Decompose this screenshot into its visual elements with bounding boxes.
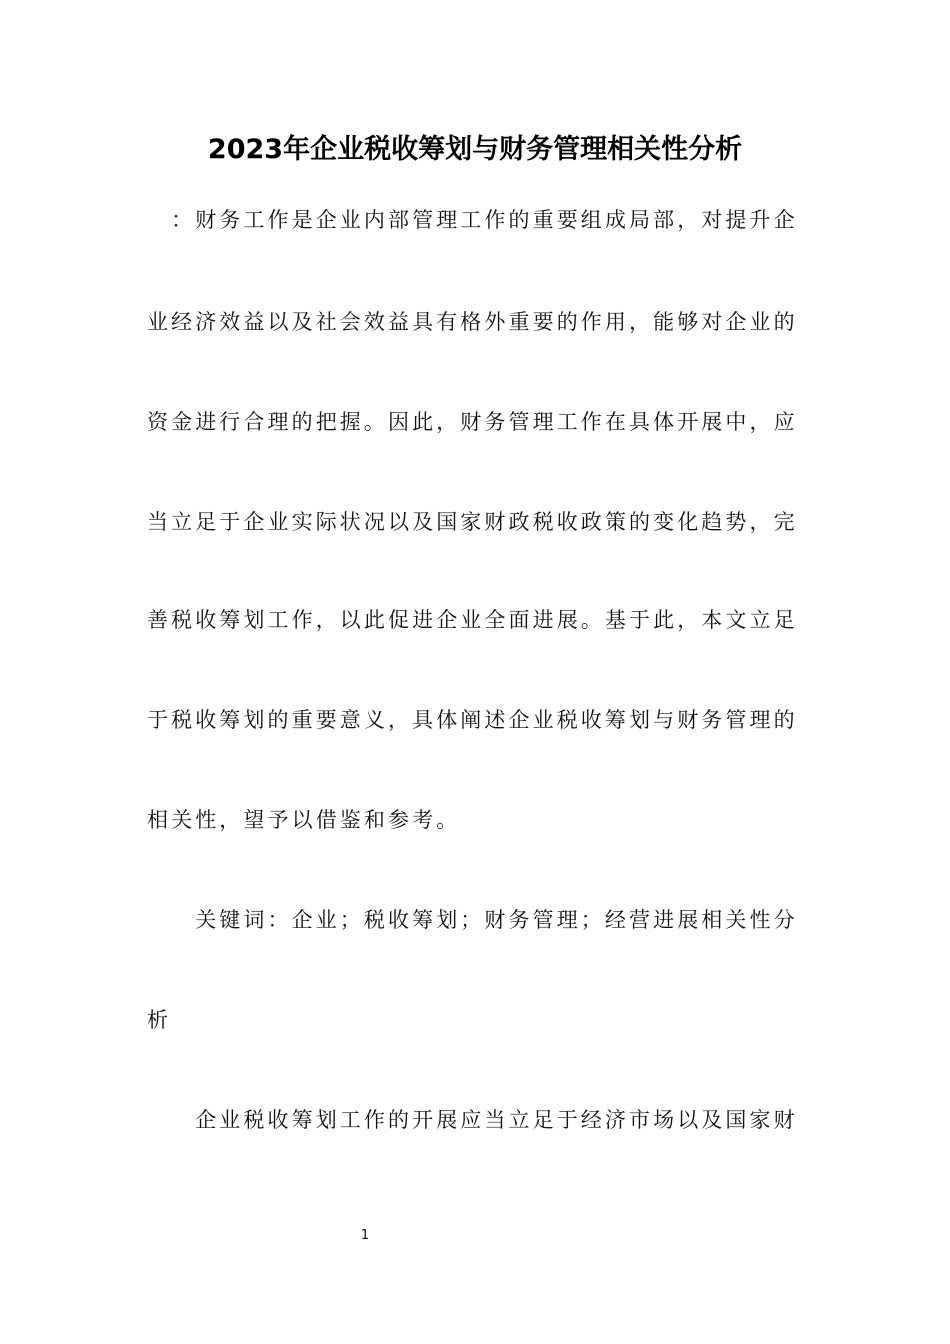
paragraph-line: 于税收筹划的重要意义，具体阐述企业税收筹划与财务管理的 <box>147 708 798 732</box>
paragraph-line: 企业税收筹划工作的开展应当立足于经济市场以及国家财 <box>147 1108 798 1132</box>
paragraph-line: 善税收筹划工作，以此促进企业全面进展。基于此，本文立足 <box>147 608 798 632</box>
paragraph-line: 相关性，望予以借鉴和参考。 <box>147 808 461 832</box>
document-title: 2023年企业税收筹划与财务管理相关性分析 <box>207 134 743 165</box>
paragraph-line: 业经济效益以及社会效益具有格外重要的作用，能够对企业的 <box>147 310 798 334</box>
paragraph-line: 当立足于企业实际状况以及国家财政税收政策的变化趋势，完 <box>147 510 798 534</box>
keywords-line: 析 <box>147 1008 172 1032</box>
page-number: 1 <box>360 1228 370 1243</box>
paragraph-line: 资金进行合理的把握。因此，财务管理工作在具体开展中，应 <box>147 410 798 434</box>
keywords-line: 关键词：企业；税收筹划；财务管理；经营进展相关性分 <box>147 908 798 932</box>
paragraph-line: ：财务工作是企业内部管理工作的重要组成局部，对提升企 <box>147 208 798 232</box>
